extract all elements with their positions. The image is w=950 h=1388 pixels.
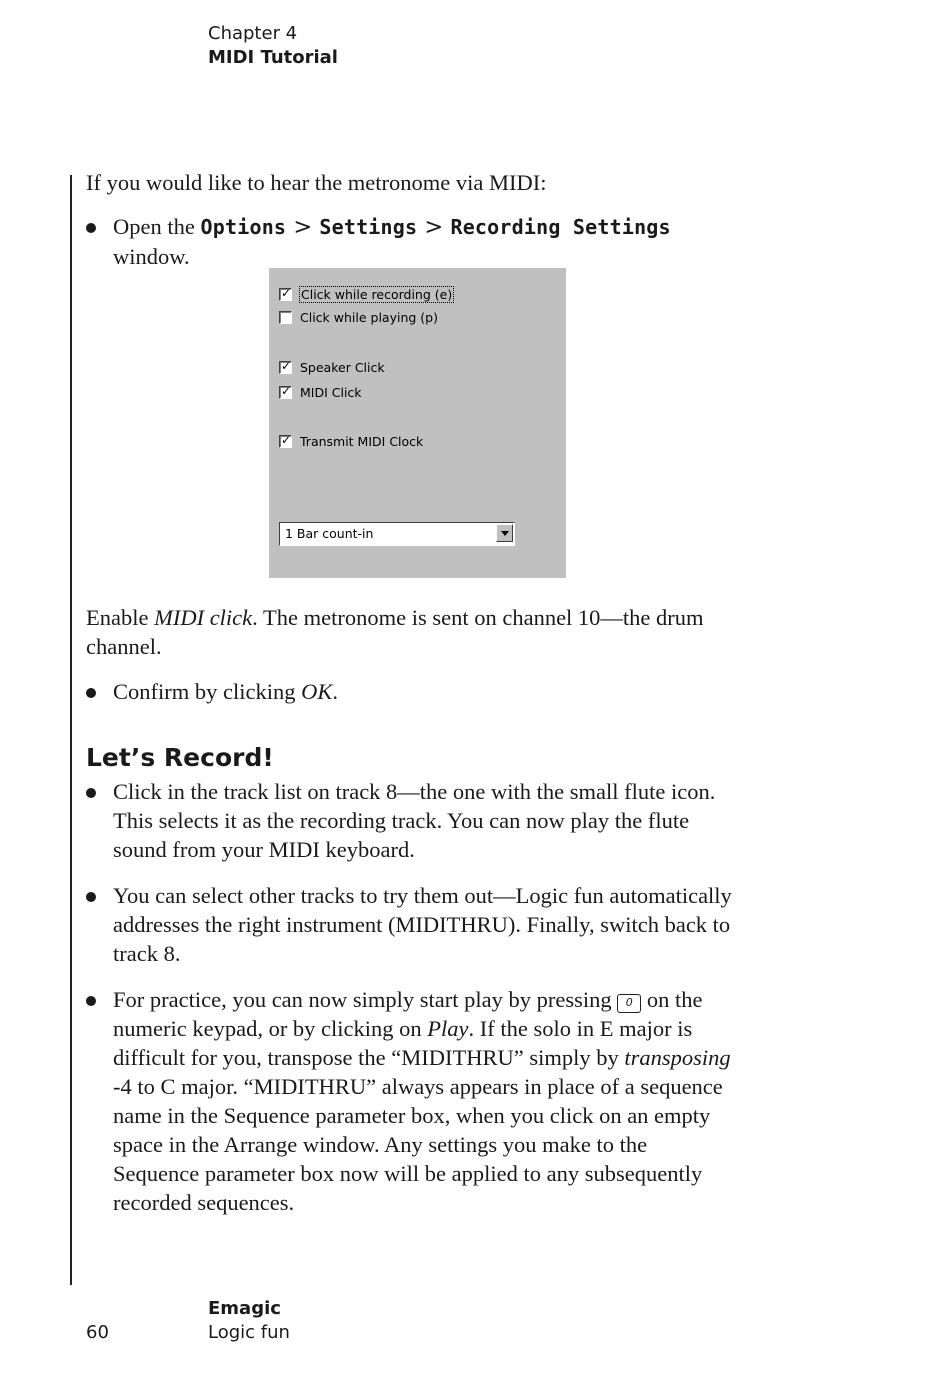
text-span: For practice, you can now simply start play by pressing — [113, 987, 618, 1012]
margin-rule — [70, 175, 72, 1285]
checkbox-click-while-recording[interactable] — [279, 286, 453, 302]
checkbox-box[interactable] — [279, 383, 292, 399]
menu-separator: > — [286, 214, 320, 240]
footer-brand: Emagic — [208, 1298, 281, 1319]
bullet-text — [113, 212, 736, 271]
check-icon: ✓ — [281, 285, 292, 300]
bullet-dot — [86, 223, 96, 233]
check-icon: ✓ — [281, 358, 292, 373]
running-header — [208, 22, 338, 70]
checkbox-transmit-midi-clock[interactable] — [279, 433, 423, 449]
menu-settings: Settings — [319, 215, 418, 239]
chapter-title: MIDI Tutorial — [208, 47, 338, 68]
italic-term: MIDI click — [154, 605, 253, 630]
checkbox-label: Speaker Click — [300, 359, 385, 375]
checkbox-label: Click while recording (e) — [301, 286, 453, 302]
count-in-select[interactable] — [279, 522, 515, 546]
checkbox-box[interactable] — [279, 358, 292, 374]
intro-paragraph: If you would like to hear the metronome via MIDI: — [86, 170, 547, 195]
check-icon: ✓ — [281, 383, 292, 398]
bullet-text: Click in the track list on track 8—the one with the small flute icon. This selects it as the recording track. You can now play the flute sound from your MIDI keyboard. — [113, 779, 716, 862]
text-span: . — [332, 679, 338, 704]
check-icon: ✓ — [281, 432, 292, 447]
checkbox-box[interactable] — [279, 432, 292, 448]
bullet-open-settings — [86, 212, 736, 271]
menu-options: Options — [200, 215, 287, 239]
text-span: Open the — [113, 214, 201, 239]
checkbox-label: MIDI Click — [300, 384, 362, 400]
bullet-dot — [86, 892, 96, 902]
enable-midi-click-paragraph — [86, 603, 736, 661]
page-number: 60 — [86, 1322, 109, 1343]
text-span: . If the solo in E major is difficult for you, transpose the “MIDITHRU” simply by — [113, 1016, 693, 1070]
recording-settings-dialog — [269, 268, 566, 578]
bullet-other-tracks — [86, 881, 736, 968]
italic-term: Play — [427, 1016, 469, 1041]
bullet-text: You can select other tracks to try them out—Logic fun automatically addresses the right instrument (MIDITHRU). Finally, switch back to track 8. — [113, 883, 732, 966]
bullet-select-track — [86, 777, 736, 864]
checkbox-label: Click while playing (p) — [300, 309, 438, 325]
checkbox-label: Transmit MIDI Clock — [300, 433, 424, 449]
bullet-dot — [86, 996, 96, 1006]
text-span: window. — [113, 244, 190, 269]
checkbox-box[interactable] — [279, 311, 292, 324]
checkbox-speaker-click[interactable] — [279, 359, 385, 375]
section-heading: Let’s Record! — [86, 743, 274, 772]
italic-term: transposing — [624, 1045, 731, 1070]
menu-recording-settings: Recording Settings — [450, 215, 671, 239]
text-span: Enable — [86, 605, 155, 630]
text-span: -4 to C major. “MIDITHRU” always appears in place of a sequence name in the Sequence parameter box, when you click on an empty space in the Arrange window. Any settings you make to the Sequence parameter box now will be applied to any subsequently recorded sequences. — [113, 1074, 723, 1215]
menu-separator: > — [417, 214, 451, 240]
bullet-text — [113, 985, 736, 1217]
bullet-practice — [86, 985, 736, 1217]
footer-product: Logic fun — [208, 1322, 290, 1343]
checkbox-midi-click[interactable] — [279, 384, 362, 400]
checkbox-click-while-playing[interactable] — [279, 309, 438, 325]
checkbox-box[interactable] — [279, 285, 292, 301]
chevron-down-icon[interactable] — [496, 524, 513, 542]
italic-term: OK — [301, 679, 333, 704]
bullet-confirm — [86, 677, 736, 706]
bullet-dot — [86, 688, 96, 698]
keypad-zero-key-icon: 0 — [617, 994, 641, 1013]
text-span: . The metronome is sent on channel 10—the drum channel. — [86, 605, 704, 659]
bullet-text — [113, 677, 736, 706]
text-span: Confirm by clicking — [113, 679, 302, 704]
bullet-dot — [86, 788, 96, 798]
text-span: on the numeric keypad, or by clicking on — [113, 987, 703, 1041]
count-in-value: 1 Bar count-in — [285, 526, 374, 541]
chapter-label: Chapter 4 — [208, 23, 298, 44]
